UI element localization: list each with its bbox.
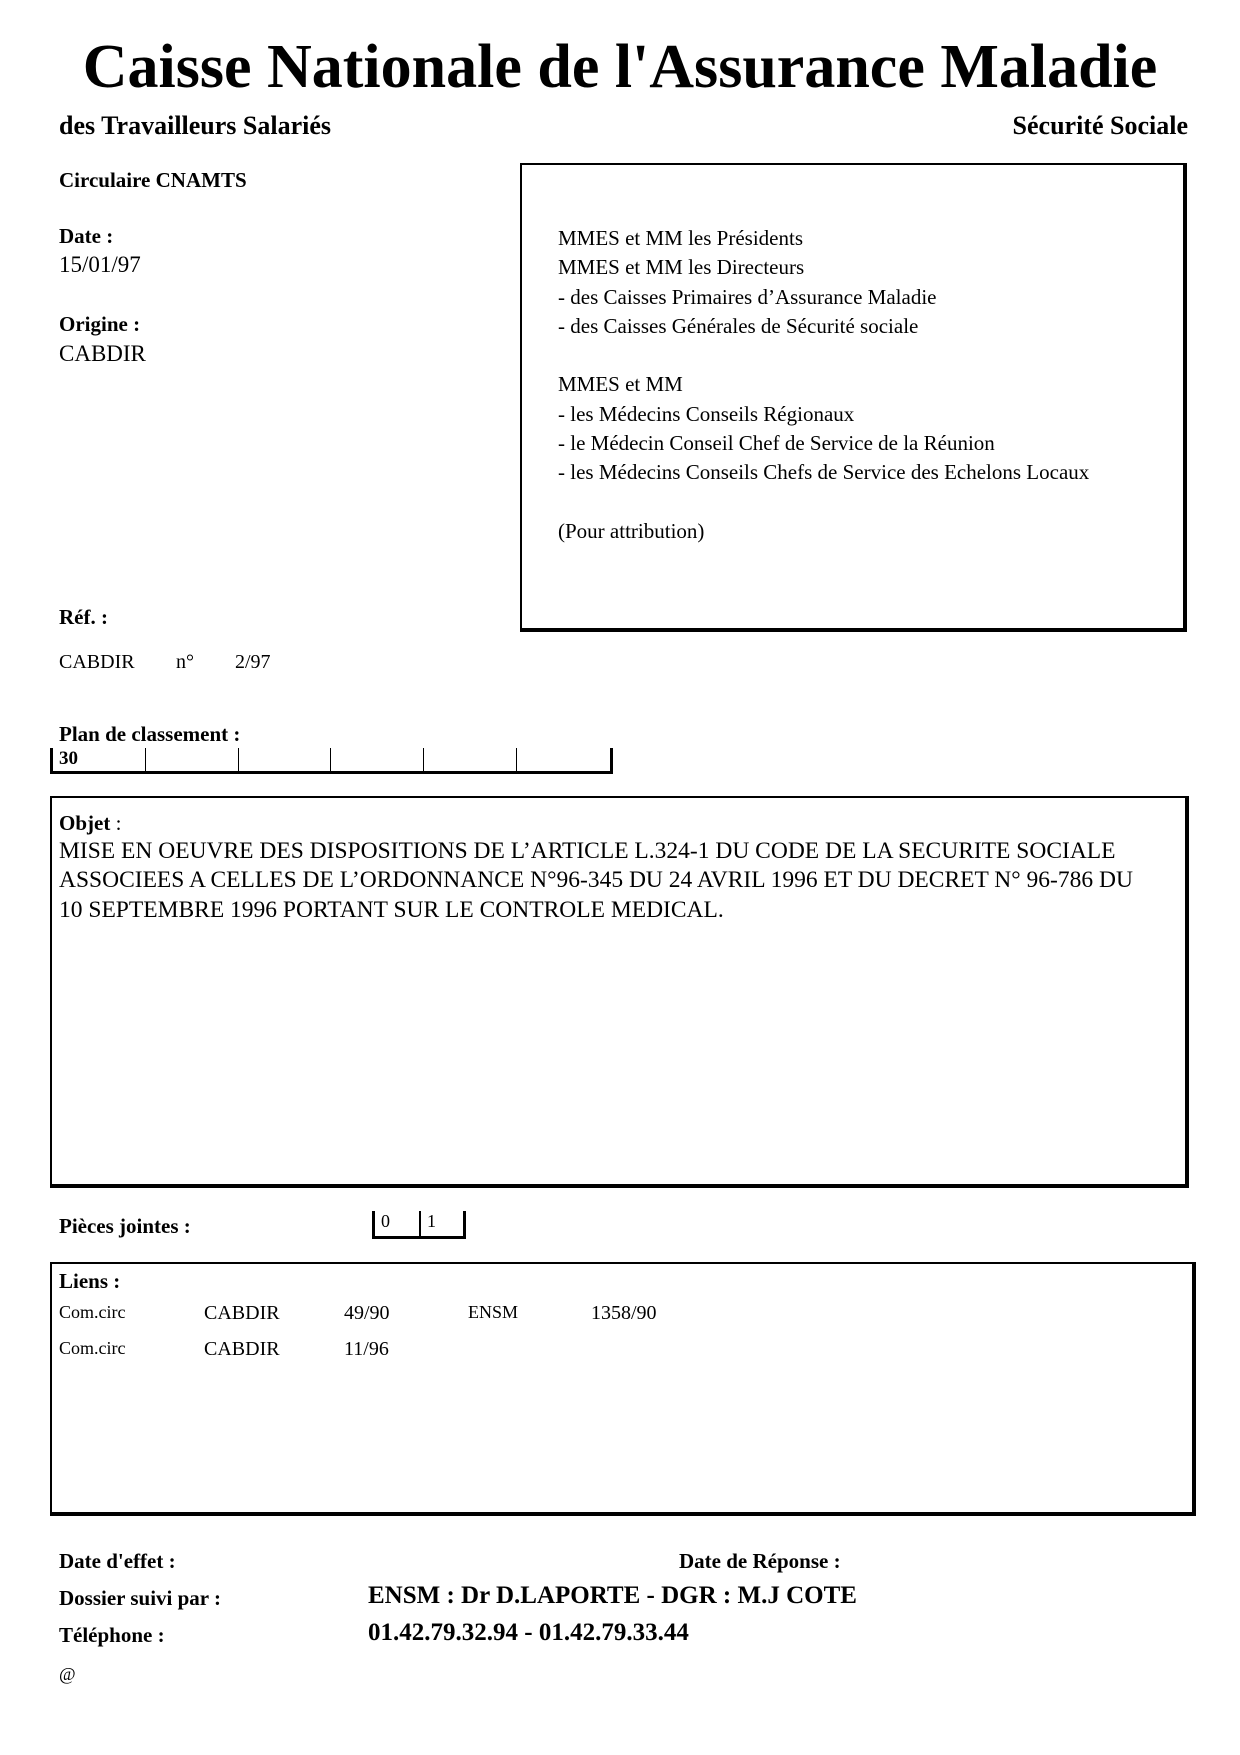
plan-cell bbox=[331, 748, 424, 771]
recipient-line: - des Caisses Générales de Sécurité sociale bbox=[558, 313, 919, 338]
liens-org: CABDIR bbox=[204, 1302, 280, 1324]
date-label: Date : bbox=[59, 224, 114, 248]
email-icon: @ bbox=[59, 1664, 76, 1684]
objet-box bbox=[50, 796, 1189, 1188]
origine-value: CABDIR bbox=[59, 341, 146, 366]
objet-label bbox=[59, 811, 121, 836]
recipient-line: - les Médecins Conseils Chefs de Service des Echelons Locaux bbox=[558, 460, 1090, 485]
liens-num: 11/96 bbox=[344, 1338, 389, 1360]
telephone-value: 01.42.79.32.94 - 01.42.79.33.44 bbox=[368, 1619, 689, 1646]
date-value: 15/01/97 bbox=[59, 252, 141, 277]
liens-type: Com.circ bbox=[59, 1302, 126, 1322]
origine-label: Origine : bbox=[59, 312, 141, 336]
plan-cell bbox=[517, 748, 610, 771]
recipient-line: MMES et MM bbox=[558, 372, 683, 397]
ref-label: Réf. : bbox=[59, 605, 108, 629]
liens-label: Liens : bbox=[59, 1269, 121, 1293]
recipient-line: MMES et MM les Directeurs bbox=[558, 255, 805, 280]
objet-label-colon: : bbox=[110, 811, 122, 835]
recipients-box bbox=[520, 163, 1187, 632]
plan-cell bbox=[146, 748, 239, 771]
liens-num2: 1358/90 bbox=[591, 1302, 657, 1324]
dossier-value: ENSM : Dr D.LAPORTE - DGR : M.J COTE bbox=[368, 1582, 857, 1609]
plan-label: Plan de classement : bbox=[59, 722, 241, 746]
date-effet-label: Date d'effet : bbox=[59, 1549, 176, 1573]
plan-cell: 30 bbox=[53, 748, 146, 771]
document-subtitle: des Travailleurs Salariés bbox=[59, 111, 332, 140]
pieces-jointes-grid bbox=[372, 1211, 466, 1239]
telephone-label: Téléphone : bbox=[59, 1623, 165, 1647]
liens-box bbox=[50, 1262, 1196, 1516]
liens-org2: ENSM bbox=[468, 1302, 519, 1322]
objet-text: MISE EN OEUVRE DES DISPOSITIONS DE L’ARTICLE L.324-1 DU CODE DE LA SECURITE SOCIALE ASSOCIEES A CELLES DE L’ORDONNANCE N°96-345 DU 24 AVRIL 1996 ET DU DECRET N° 96-786 DU 10 SEPTEMBRE 1996 PORTANT SUR LE CONTROLE MEDICAL. bbox=[59, 838, 1133, 923]
liens-type: Com.circ bbox=[59, 1338, 126, 1358]
liens-num: 49/90 bbox=[344, 1302, 390, 1324]
recipient-line: MMES et MM les Présidents bbox=[558, 226, 804, 250]
ref-org: CABDIR bbox=[59, 651, 135, 673]
plan-cell bbox=[239, 748, 332, 771]
liens-org: CABDIR bbox=[204, 1338, 280, 1360]
date-reponse-label: Date de Réponse : bbox=[679, 1549, 841, 1573]
recipient-line bbox=[558, 488, 1089, 517]
ref-number: 2/97 bbox=[235, 651, 271, 673]
pieces-jointes-digit: 1 bbox=[419, 1211, 463, 1236]
recipient-line: - des Caisses Primaires d’Assurance Maladie bbox=[558, 284, 937, 309]
dossier-label: Dossier suivi par : bbox=[59, 1586, 221, 1610]
recipient-line: - le Médecin Conseil Chef de Service de la Réunion bbox=[558, 431, 995, 456]
document-tag: Sécurité Sociale bbox=[1012, 111, 1188, 140]
plan-grid bbox=[50, 748, 613, 774]
pieces-jointes-label: Pièces jointes : bbox=[59, 1214, 191, 1238]
document-title: Caisse Nationale de l'Assurance Maladie bbox=[82, 33, 1158, 101]
objet-label-text: Objet bbox=[59, 811, 111, 835]
ref-number-label: n° bbox=[176, 651, 194, 673]
recipients-list bbox=[558, 224, 1089, 546]
circulaire-label: Circulaire CNAMTS bbox=[59, 168, 247, 192]
recipient-line: - les Médecins Conseils Régionaux bbox=[558, 401, 855, 426]
pieces-jointes-digit: 0 bbox=[381, 1211, 390, 1231]
recipient-line: (Pour attribution) bbox=[558, 518, 705, 543]
recipient-line bbox=[558, 341, 1089, 370]
plan-cell bbox=[424, 748, 517, 771]
